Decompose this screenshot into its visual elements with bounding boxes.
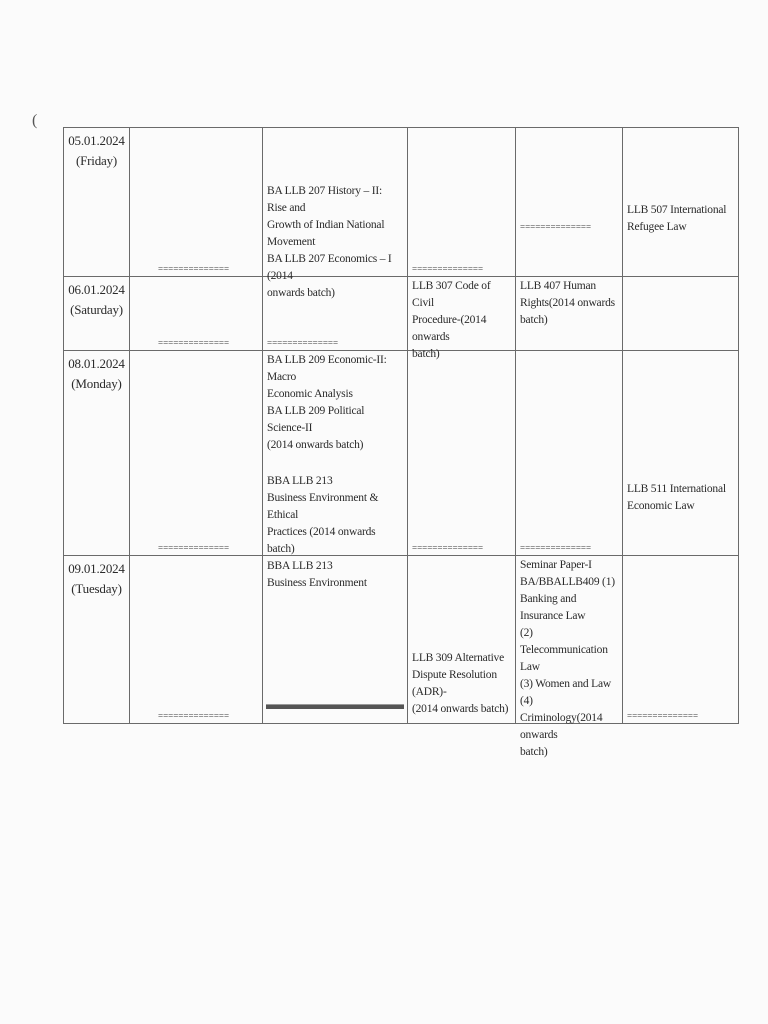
schedule-row-tuesday: [64, 556, 739, 724]
schedule-cell: [516, 277, 623, 351]
schedule-cell: [130, 351, 263, 556]
empty-dash: ==============: [520, 222, 592, 232]
date-cell: [64, 556, 130, 724]
schedule-cell: [623, 128, 739, 277]
empty-dash: ==============: [627, 711, 699, 721]
schedule-cell: [263, 128, 408, 299]
date-text: 09.01.2024: [68, 561, 125, 576]
course-line: (2014 onwards batch): [412, 703, 509, 715]
course-line: (2014 onwards batch): [267, 439, 364, 451]
date-text: 05.01.2024: [68, 133, 125, 148]
schedule-cell: [130, 556, 263, 724]
course-line: BBA LLB 213: [267, 560, 333, 572]
course-line: onwards batch): [267, 287, 335, 299]
course-line: batch): [412, 348, 440, 360]
date-cell: [64, 128, 130, 277]
date-text: 06.01.2024: [68, 282, 125, 297]
course-line: (3) Women and Law (4): [520, 678, 611, 707]
course-line: (2) Telecommunication Law: [520, 627, 608, 673]
course-line: BA LLB 209 Political Science-II: [267, 405, 365, 434]
schedule-cell: [623, 351, 739, 556]
course-line: Banking and Insurance Law: [520, 593, 586, 622]
course-line: Practices (2014 onwards batch): [267, 526, 376, 555]
page-edge-mark: (: [32, 112, 38, 129]
course-line: BA LLB 207 Economics – I (2014: [267, 253, 392, 282]
empty-dash: ==============: [412, 543, 484, 553]
course-line: LLB 507 International: [627, 204, 727, 216]
date-cell: [64, 277, 130, 351]
course-line: Business Environment & Ethical: [267, 492, 379, 521]
schedule-row-friday: [64, 128, 739, 277]
schedule-cell: [408, 351, 516, 556]
day-text: (Friday): [76, 153, 117, 168]
schedule-row-monday: [64, 351, 739, 556]
schedule-cell: [516, 556, 623, 758]
empty-dash: ==============: [520, 543, 592, 553]
course-line: BA LLB 209 Economic-II: Macro: [267, 354, 387, 383]
course-line: LLB 309 Alternative: [412, 652, 505, 664]
course-line: Growth of Indian National Movement: [267, 219, 385, 248]
day-text: (Monday): [71, 376, 122, 391]
schedule-row-saturday: [64, 277, 739, 351]
course-line: BA/BBALLB409 (1): [520, 576, 615, 588]
date-cell: [64, 351, 130, 556]
course-line: Seminar Paper-I: [520, 559, 592, 571]
schedule-cell: [408, 277, 516, 360]
schedule-cell: [516, 351, 623, 556]
course-line: LLB 407 Human: [520, 280, 596, 292]
empty-dash: ==============: [158, 264, 230, 274]
course-line: Rights(2014 onwards batch): [520, 297, 615, 326]
day-text: (Saturday): [70, 302, 123, 317]
exam-schedule-table: [63, 127, 739, 758]
course-line: Criminology(2014 onwards: [520, 712, 603, 741]
course-line: BBA LLB 213: [267, 475, 333, 487]
course-line: Procedure-(2014 onwards: [412, 314, 487, 343]
schedule-cell: [623, 556, 739, 724]
course-line: BA LLB 207 History – II: Rise and: [267, 185, 382, 214]
schedule-cell: [263, 351, 408, 589]
schedule-cell: [263, 277, 408, 351]
day-text: (Tuesday): [71, 581, 122, 596]
separator-bar: [266, 704, 404, 709]
schedule-cell: [623, 277, 739, 351]
course-line: Refugee Law: [627, 221, 687, 233]
date-text: 08.01.2024: [68, 356, 125, 371]
course-line: Economic Analysis: [267, 388, 353, 400]
empty-dash: ==============: [158, 338, 230, 348]
schedule-cell: [263, 556, 408, 724]
course-line: Business Environment: [267, 577, 367, 589]
schedule-cell: [516, 128, 623, 277]
course-line: LLB 307 Code of Civil: [412, 280, 491, 309]
schedule-cell: [408, 128, 516, 277]
course-line: batch): [520, 746, 548, 758]
schedule-cell: [130, 277, 263, 351]
empty-dash: ==============: [267, 338, 339, 348]
schedule-cell: [130, 128, 263, 277]
course-line: Economic Law: [627, 500, 695, 512]
course-line: Dispute Resolution (ADR)-: [412, 669, 497, 698]
empty-dash: ==============: [158, 543, 230, 553]
empty-dash: ==============: [158, 711, 230, 721]
empty-dash: ==============: [412, 264, 484, 274]
course-line: LLB 511 International: [627, 483, 726, 495]
schedule-cell: [408, 556, 516, 724]
